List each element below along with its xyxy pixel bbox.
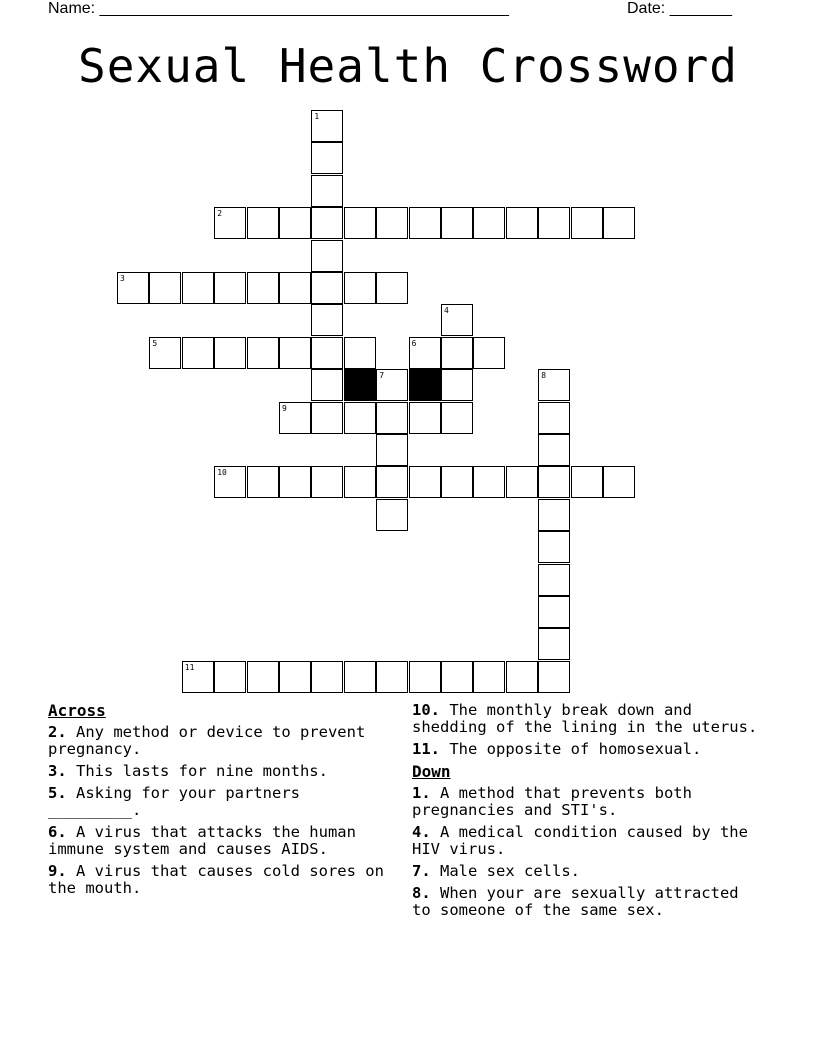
clue-text: Any method or device to prevent pregnancy.	[48, 723, 366, 758]
down-heading: Down	[412, 762, 451, 781]
crossword-cell[interactable]	[538, 596, 570, 628]
cell-number: 3	[120, 274, 125, 283]
crossword-black-cell	[409, 369, 441, 401]
crossword-cell[interactable]	[311, 272, 343, 304]
clues-column-right	[412, 702, 762, 924]
crossword-cell[interactable]	[538, 369, 570, 401]
crossword-cell[interactable]	[214, 272, 246, 304]
crossword-cell[interactable]	[344, 337, 376, 369]
crossword-cell[interactable]	[311, 402, 343, 434]
crossword-cell[interactable]	[247, 466, 279, 498]
crossword-cell[interactable]	[538, 434, 570, 466]
crossword-cell[interactable]	[409, 337, 441, 369]
crossword-cell[interactable]	[506, 661, 538, 693]
crossword-cell[interactable]	[311, 466, 343, 498]
cell-number: 7	[379, 371, 385, 381]
crossword-cell[interactable]	[376, 272, 408, 304]
crossword-cell[interactable]	[441, 466, 473, 498]
clue-across-10	[412, 702, 762, 736]
crossword-cell[interactable]	[538, 402, 570, 434]
crossword-cell[interactable]	[344, 207, 376, 239]
crossword-cell[interactable]	[538, 531, 570, 563]
clue-number: 7.	[412, 862, 431, 880]
crossword-cell[interactable]	[376, 369, 408, 401]
across-heading: Across	[48, 701, 106, 720]
crossword-cell[interactable]	[311, 369, 343, 401]
crossword-cell[interactable]	[279, 466, 311, 498]
crossword-cell[interactable]	[311, 110, 343, 142]
date-field-label: Date: _______	[627, 0, 732, 17]
crossword-cell[interactable]	[311, 142, 343, 174]
clue-number: 5.	[48, 784, 67, 802]
clue-number: 4.	[412, 823, 431, 841]
clue-text: A medical condition caused by the HIV virus.	[412, 823, 748, 858]
page-title: Sexual Health Crossword	[78, 39, 738, 93]
cell-number: 6	[411, 338, 417, 348]
crossword-cell[interactable]	[279, 207, 311, 239]
crossword-cell[interactable]	[376, 434, 408, 466]
crossword-cell[interactable]	[214, 661, 246, 693]
crossword-cell[interactable]	[441, 304, 473, 336]
name-field-label: Name: ______________________________________________	[48, 0, 509, 17]
crossword-cell[interactable]	[409, 207, 441, 239]
crossword-cell[interactable]	[311, 207, 343, 239]
clue-text: A virus that causes cold sores on the mouth.	[48, 862, 384, 897]
crossword-cell[interactable]	[441, 661, 473, 693]
crossword-cell[interactable]	[117, 272, 149, 304]
clue-number: 11.	[412, 740, 440, 758]
clue-down-8	[412, 885, 762, 919]
crossword-cell[interactable]	[441, 207, 473, 239]
cell-number: 5	[152, 338, 158, 348]
crossword-cell[interactable]	[247, 337, 279, 369]
clue-across-2	[48, 724, 398, 758]
clue-down-4	[412, 824, 762, 858]
crossword-cell[interactable]	[441, 369, 473, 401]
crossword-cell[interactable]	[409, 661, 441, 693]
clue-across-5	[48, 785, 398, 819]
clue-text: The opposite of homosexual.	[449, 740, 702, 758]
cell-number: 11	[184, 662, 195, 672]
clue-across-3	[48, 763, 398, 780]
crossword-cell[interactable]	[571, 207, 603, 239]
clue-text: A method that prevents both pregnancies and STI's.	[412, 784, 692, 819]
clue-number: 3.	[48, 762, 67, 780]
crossword-cell[interactable]	[473, 466, 505, 498]
clue-text: Asking for your partners _________.	[48, 784, 300, 819]
crossword-cell[interactable]	[149, 272, 181, 304]
crossword-cell[interactable]	[214, 337, 246, 369]
clue-down-7	[412, 863, 762, 880]
crossword-cell[interactable]	[506, 207, 538, 239]
clue-text: A virus that attacks the human immune system and causes AIDS.	[48, 823, 356, 858]
crossword-cell[interactable]	[182, 272, 214, 304]
clue-number: 10.	[412, 701, 440, 719]
clues-column-left	[48, 702, 398, 902]
crossword-cell[interactable]	[344, 272, 376, 304]
crossword-cell[interactable]	[409, 402, 441, 434]
crossword-cell[interactable]	[506, 466, 538, 498]
crossword-cell[interactable]	[344, 402, 376, 434]
crossword-cell[interactable]	[538, 207, 570, 239]
cell-number: 4	[444, 306, 449, 316]
crossword-cell[interactable]	[603, 207, 635, 239]
cell-number: 10	[217, 468, 227, 478]
crossword-cell[interactable]	[182, 337, 214, 369]
crossword-cell[interactable]	[409, 466, 441, 498]
crossword-cell[interactable]	[247, 207, 279, 239]
clue-text: The monthly break down and shedding of the lining in the uterus.	[412, 701, 758, 736]
crossword-cell[interactable]	[441, 402, 473, 434]
crossword-black-cell	[344, 369, 376, 401]
crossword-cell[interactable]	[376, 207, 408, 239]
clue-text: When your are sexually attracted to someone of the same sex.	[412, 884, 739, 919]
crossword-cell[interactable]	[149, 337, 181, 369]
crossword-cell[interactable]	[603, 466, 635, 498]
cell-number: 1	[314, 112, 320, 121]
clue-across-9	[48, 863, 398, 897]
crossword-cell[interactable]	[344, 466, 376, 498]
crossword-cell[interactable]	[376, 499, 408, 531]
crossword-cell[interactable]	[538, 499, 570, 531]
crossword-cell[interactable]	[473, 661, 505, 693]
crossword-cell[interactable]	[376, 661, 408, 693]
clue-text: Male sex cells.	[440, 862, 580, 880]
crossword-cell[interactable]	[538, 564, 570, 596]
crossword-cell[interactable]	[311, 661, 343, 693]
clue-number: 8.	[412, 884, 431, 902]
crossword-cell[interactable]	[473, 337, 505, 369]
clue-text: This lasts for nine months.	[76, 762, 328, 780]
clue-across-6	[48, 824, 398, 858]
cell-number: 8	[541, 371, 547, 381]
crossword-cell[interactable]	[311, 175, 343, 207]
clue-number: 9.	[48, 862, 67, 880]
clue-number: 1.	[412, 784, 431, 802]
crossword-cell[interactable]	[376, 466, 408, 498]
cell-number: 2	[217, 209, 223, 219]
clue-number: 6.	[48, 823, 67, 841]
crossword-cell[interactable]	[311, 240, 343, 272]
crossword-cell[interactable]	[311, 304, 343, 336]
crossword-cell[interactable]	[538, 466, 570, 498]
clue-across-11	[412, 741, 762, 758]
crossword-cell[interactable]	[214, 207, 246, 239]
crossword-cell[interactable]	[344, 661, 376, 693]
crossword-cell[interactable]	[247, 661, 279, 693]
crossword-cell[interactable]	[214, 466, 246, 498]
crossword-cell[interactable]	[311, 337, 343, 369]
crossword-cell[interactable]	[247, 272, 279, 304]
clue-down-1	[412, 785, 762, 819]
crossword-cell[interactable]	[279, 661, 311, 693]
crossword-cell[interactable]	[538, 628, 570, 660]
crossword-cell[interactable]	[473, 207, 505, 239]
crossword-cell[interactable]	[279, 402, 311, 434]
crossword-cell[interactable]	[279, 337, 311, 369]
crossword-cell[interactable]	[571, 466, 603, 498]
clue-number: 2.	[48, 723, 67, 741]
crossword-cell[interactable]	[538, 661, 570, 693]
crossword-cell[interactable]	[279, 272, 311, 304]
crossword-cell[interactable]	[182, 661, 214, 693]
crossword-cell[interactable]	[376, 402, 408, 434]
cell-number: 9	[282, 403, 287, 413]
crossword-cell[interactable]	[441, 337, 473, 369]
